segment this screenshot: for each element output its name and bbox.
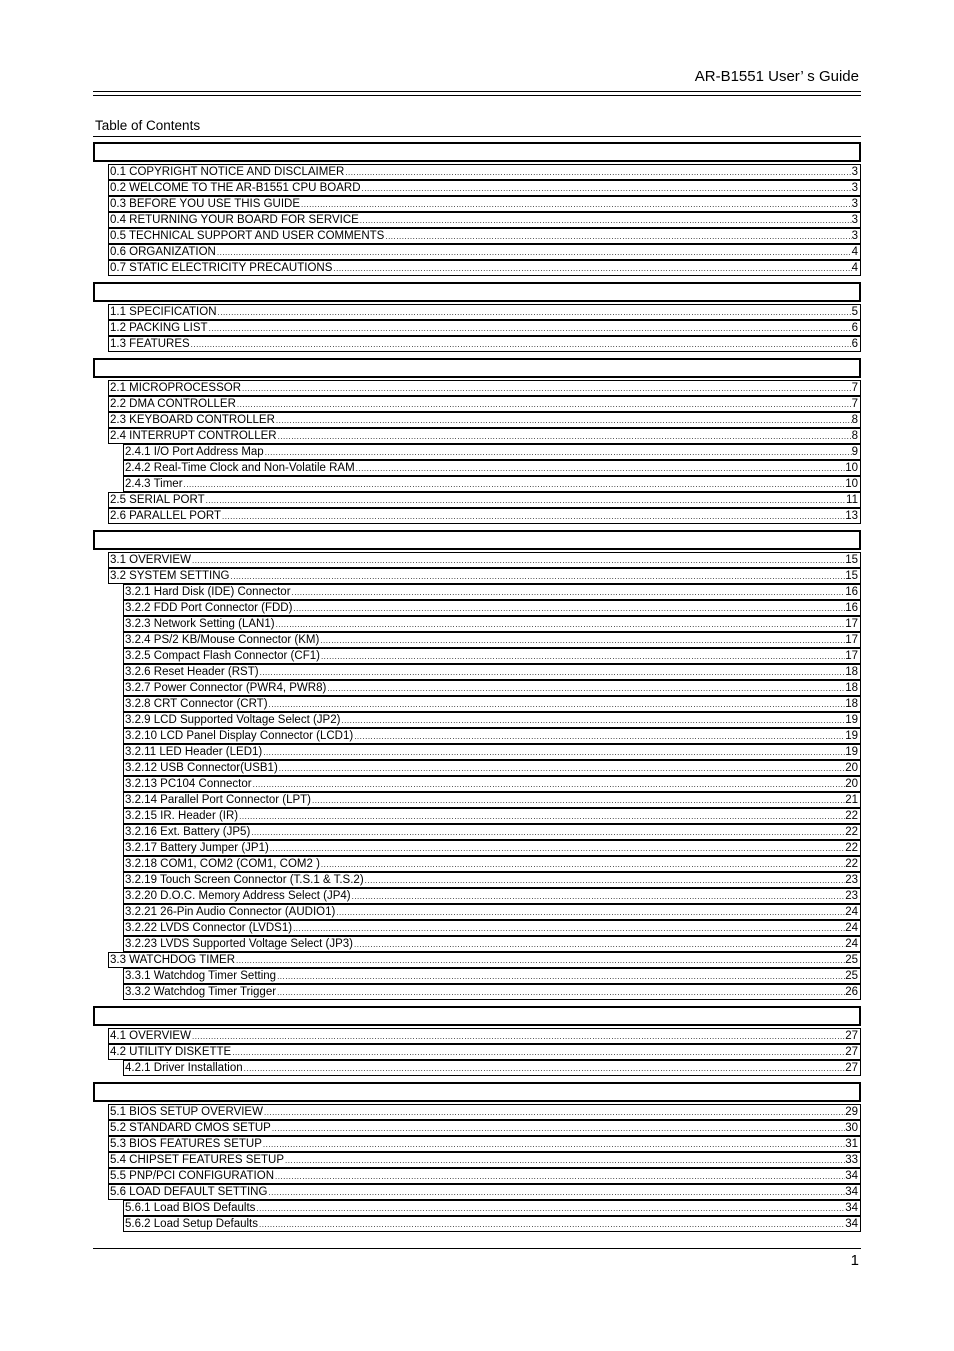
toc-entry-page: 18 [845,682,858,694]
toc-entry-title: 3.2.14 Parallel Port Connector (LPT) [125,794,312,806]
toc-entry-title: 3.2.21 26-Pin Audio Connector (AUDIO1) [125,906,336,918]
toc-entry-page: 15 [845,570,858,582]
toc-entry-page: 26 [845,986,858,998]
toc-entry-page: 17 [845,634,858,646]
toc-entry-title: 3.2.18 COM1, COM2 (COM1, COM2 ) [125,858,320,870]
toc-dot-leader [384,231,851,243]
toc-entry-title: 1.2 PACKING LIST [110,322,208,334]
toc-entry-page: 20 [845,762,858,774]
toc-entry-page: 5 [851,306,858,318]
toc-entry-page: 9 [851,446,858,458]
toc-dot-leader [231,1047,845,1059]
toc-entry-title: 5.1 BIOS SETUP OVERVIEW [110,1106,263,1118]
toc-entry-page: 25 [845,954,858,966]
toc-entry[interactable] [123,664,861,680]
chapter-heading-bar [93,282,861,302]
toc-dot-leader [275,619,846,631]
toc-entry-page: 4 [851,246,858,258]
toc-entry-page: 16 [845,586,858,598]
toc-entry-page: 22 [845,858,858,870]
toc-heading-rule [93,136,861,137]
toc-entry-title: 5.3 BIOS FEATURES SETUP [110,1138,262,1150]
toc-dot-leader [351,891,846,903]
toc-entry-title: 3.1 OVERVIEW [110,554,191,566]
toc-entry[interactable] [123,632,861,648]
toc-entry-page: 3 [851,230,858,242]
toc-entry-title: 3.2.8 CRT Connector (CRT) [125,698,268,710]
toc-entry-title: 3.2.15 IR. Header (IR) [125,810,239,822]
toc-entry-title: 3.2.16 Ext. Battery (JP5) [125,826,251,838]
toc-dot-leader [268,699,846,711]
toc-entry[interactable] [108,1168,861,1184]
toc-entry[interactable] [123,808,861,824]
toc-entry-title: 0.6 ORGANIZATION [110,246,216,258]
toc-entry-page: 10 [845,478,858,490]
toc-entry-title: 4.2.1 Driver Installation [125,1062,243,1074]
toc-entry[interactable] [123,728,861,744]
toc-dot-leader [205,495,846,507]
toc-entry[interactable] [123,444,861,460]
toc-dot-leader [258,1219,845,1231]
toc-entry-page: 20 [845,778,858,790]
toc-entry-page: 11 [846,494,858,506]
toc-entry-page: 34 [845,1186,858,1198]
toc-dot-leader [332,263,851,275]
toc-entry[interactable] [123,840,861,856]
toc-entry[interactable] [123,600,861,616]
chapter-entries [93,550,861,1000]
toc-dot-leader [259,667,846,679]
toc-entry-title: 2.4 INTERRUPT CONTROLLER [110,430,277,442]
toc-entry-page: 6 [851,322,858,334]
toc-entry[interactable] [108,228,861,244]
chapter-heading-bar [93,530,861,550]
toc-dot-leader [320,651,845,663]
toc-entry-title: 4.1 OVERVIEW [110,1030,191,1042]
toc-entry[interactable] [108,180,861,196]
toc-dot-leader [275,415,852,427]
toc-entry-page: 7 [851,382,858,394]
toc-dot-leader [263,1107,845,1119]
toc-entry-title: 5.5 PNP/PCI CONFIGURATION [110,1170,275,1182]
toc-dot-leader [276,971,845,983]
toc-entry[interactable] [108,196,861,212]
toc-entry-title: 3.2.9 LCD Supported Voltage Select (JP2) [125,714,341,726]
toc-entry-page: 21 [845,794,858,806]
toc-entry[interactable] [123,1216,861,1232]
toc-dot-leader [319,635,845,647]
toc-entry-page: 22 [845,842,858,854]
toc-entry[interactable] [108,1152,861,1168]
toc-entry-page: 34 [845,1202,858,1214]
toc-entry-title: 3.2.4 PS/2 KB/Mouse Connector (KM) [125,634,320,646]
toc-entry[interactable] [108,1136,861,1152]
toc-entry[interactable] [123,984,861,1000]
toc-entry-title: 5.6 LOAD DEFAULT SETTING [110,1186,268,1198]
toc-entry-title: 1.3 FEATURES [110,338,190,350]
toc-entry-page: 10 [845,462,858,474]
toc-entry-title: 3.2.23 LVDS Supported Voltage Select (JP3) [125,938,354,950]
toc-entry-page: 31 [845,1138,858,1150]
toc-dot-leader [262,747,845,759]
toc-entry[interactable] [123,1060,861,1076]
toc-entry-title: 3.2.22 LVDS Connector (LVDS1) [125,922,293,934]
toc-entry-title: 3.3.2 Watchdog Timer Trigger [125,986,277,998]
toc-dot-leader [344,167,851,179]
toc-entry-page: 7 [851,398,858,410]
page-number: 1 [850,1252,859,1269]
toc-entry-page: 15 [845,554,858,566]
toc-entry-title: 2.5 SERIAL PORT [110,494,205,506]
toc-dot-leader [267,1187,845,1199]
toc-entry-page: 18 [845,698,858,710]
toc-entry-title: 2.1 MICROPROCESSOR [110,382,241,394]
document-header-title: AR-B1551 User’ s Guide [694,68,859,85]
toc-entry[interactable] [108,380,861,396]
toc-dot-leader [217,307,852,319]
toc-entry[interactable] [123,792,861,808]
toc-entry-title: 2.4.2 Real-Time Clock and Non-Volatile RAM [125,462,355,474]
toc-dot-leader [276,987,845,999]
toc-entry-page: 13 [845,510,858,522]
toc-entry-page: 34 [845,1170,858,1182]
toc-entry[interactable] [123,744,861,760]
chapter-entries [93,1026,861,1076]
chapter-heading-bar [93,1006,861,1026]
toc-dot-leader [183,479,846,491]
toc-entry[interactable] [108,1120,861,1136]
toc-entry-page: 23 [845,890,858,902]
toc-dot-leader [291,587,846,599]
toc-entry[interactable] [123,904,861,920]
toc-entry[interactable] [108,1028,861,1044]
toc-entry[interactable] [123,712,861,728]
toc-entry-page: 29 [845,1106,858,1118]
toc-entry[interactable] [108,552,861,568]
toc-entry-title: 3.2.6 Reset Header (RST) [125,666,259,678]
toc-entry-title: 3.2.11 LED Header (LED1) [125,746,263,758]
toc-dot-leader [241,383,852,395]
toc-entry[interactable] [108,568,861,584]
toc-entry-title: 3.2 SYSTEM SETTING [110,570,230,582]
toc-entry-page: 8 [851,430,858,442]
toc-dot-leader [335,907,845,919]
toc-entry-page: 24 [845,922,858,934]
toc-entry-title: 3.2.13 PC104 Connector [125,778,252,790]
toc-entry[interactable] [123,824,861,840]
toc-entry-title: 2.6 PARALLEL PORT [110,510,222,522]
toc-entry[interactable] [108,304,861,320]
toc-entry-title: 5.6.2 Load Setup Defaults [125,1218,258,1230]
toc-dot-leader [235,955,845,967]
toc-entry-page: 3 [851,214,858,226]
toc-entry-page: 25 [845,970,858,982]
toc-entry-title: 0.2 WELCOME TO THE AR-B1551 CPU BOARD [110,182,361,194]
toc-dot-leader [292,603,845,615]
toc-entry[interactable] [108,260,861,276]
toc-dot-leader [284,1155,845,1167]
toc-entry-title: 2.3 KEYBOARD CONTROLLER [110,414,275,426]
toc-entry-page: 27 [845,1046,858,1058]
toc-entry-title: 0.3 BEFORE YOU USE THIS GUIDE [110,198,301,210]
toc-entry-page: 24 [845,906,858,918]
toc-entry-title: 3.2.3 Network Setting (LAN1) [125,618,275,630]
toc-entry-page: 33 [845,1154,858,1166]
toc-entry[interactable] [123,920,861,936]
chapter-entries [93,1102,861,1232]
toc-entry[interactable] [123,936,861,952]
toc-dot-leader [208,323,852,335]
toc-entry[interactable] [123,968,861,984]
toc-entry-page: 19 [845,746,858,758]
toc-entry-page: 30 [845,1122,858,1134]
toc-entry-title: 3.2.5 Compact Flash Connector (CF1) [125,650,320,662]
toc-entry-page: 19 [845,730,858,742]
toc-entry-title: 5.2 STANDARD CMOS SETUP [110,1122,271,1134]
toc-dot-leader [271,1123,845,1135]
toc-entry-page: 27 [845,1062,858,1074]
toc-entry-page: 8 [851,414,858,426]
toc-dot-leader [311,795,845,807]
toc-entry-title: 0.7 STATIC ELECTRICITY PRECAUTIONS [110,262,333,274]
toc-dot-leader [353,731,845,743]
toc-dot-leader [216,247,852,259]
toc-entry[interactable] [108,336,861,352]
toc-dot-leader [340,715,845,727]
toc-entry-page: 3 [851,182,858,194]
toc-dot-leader [300,199,852,211]
toc-entry-page: 16 [845,602,858,614]
toc-entry-title: 5.6.1 Load BIOS Defaults [125,1202,256,1214]
toc-dot-leader [255,1203,845,1215]
toc-entry-title: 0.5 TECHNICAL SUPPORT AND USER COMMENTS [110,230,385,242]
toc-dot-leader [243,1063,846,1075]
toc-entry-title: 0.1 COPYRIGHT NOTICE AND DISCLAIMER [110,166,345,178]
toc-entry-title: 3.2.2 FDD Port Connector (FDD) [125,602,293,614]
toc-dot-leader [277,431,852,443]
toc-entry-title: 2.4.3 Timer [125,478,183,490]
toc-entry[interactable] [123,460,861,476]
toc-entry-page: 6 [851,338,858,350]
toc-entry-title: 3.2.7 Power Connector (PWR4, PWR8) [125,682,327,694]
toc-entry[interactable] [108,244,861,260]
toc-dot-leader [269,843,845,855]
toc-entry-page: 22 [845,810,858,822]
toc-entry-title: 3.2.12 USB Connector(USB1) [125,762,278,774]
toc-entry-title: 2.2 DMA CONTROLLER [110,398,236,410]
toc-entry[interactable] [123,872,861,888]
toc-entry[interactable] [123,696,861,712]
toc-entry-title: 4.2 UTILITY DISKETTE [110,1046,232,1058]
chapter-entries [93,378,861,524]
toc-entry-title: 5.4 CHIPSET FEATURES SETUP [110,1154,285,1166]
toc-entry[interactable] [108,1184,861,1200]
toc-entry[interactable] [123,856,861,872]
toc-dot-leader [274,1171,845,1183]
toc-entry-page: 4 [851,262,858,274]
toc-dot-leader [292,923,845,935]
toc-entry-page: 19 [845,714,858,726]
toc-dot-leader [191,555,845,567]
toc-entry[interactable] [108,212,861,228]
toc-dot-leader [278,763,845,775]
toc-dot-leader [221,511,845,523]
toc-entry-page: 17 [845,618,858,630]
chapter-entries [93,162,861,276]
toc-entry-page: 3 [851,166,858,178]
toc-entry-page: 34 [845,1218,858,1230]
table-of-contents [93,142,861,1238]
toc-entry[interactable] [123,760,861,776]
toc-dot-leader [320,859,845,871]
toc-dot-leader [361,183,852,195]
toc-entry-title: 0.4 RETURNING YOUR BOARD FOR SERVICE [110,214,359,226]
toc-dot-leader [364,875,846,887]
toc-dot-leader [264,447,852,459]
toc-entry-page: 3 [851,198,858,210]
toc-dot-leader [190,339,852,351]
toc-dot-leader [250,827,845,839]
footer-rule [93,1248,861,1249]
toc-dot-leader [191,1031,845,1043]
toc-entry[interactable] [108,508,861,524]
chapter-heading-bar [93,142,861,162]
toc-entry[interactable] [108,320,861,336]
toc-entry-title: 3.2.17 Battery Jumper (JP1) [125,842,269,854]
toc-entry-page: 24 [845,938,858,950]
toc-entry[interactable] [123,1200,861,1216]
toc-entry-page: 17 [845,650,858,662]
toc-dot-leader [230,571,846,583]
chapter-entries [93,302,861,352]
header-double-rule [93,91,861,96]
toc-entry[interactable] [123,616,861,632]
toc-dot-leader [236,399,852,411]
toc-entry[interactable] [123,648,861,664]
toc-entry[interactable] [108,952,861,968]
toc-entry-title: 3.2.20 D.O.C. Memory Address Select (JP4) [125,890,351,902]
toc-dot-leader [355,463,846,475]
toc-entry-page: 18 [845,666,858,678]
toc-entry[interactable] [123,680,861,696]
toc-entry[interactable] [123,584,861,600]
toc-dot-leader [353,939,845,951]
toc-entry-title: 2.4.1 I/O Port Address Map [125,446,264,458]
chapter-heading-bar [93,358,861,378]
toc-entry[interactable] [108,492,861,508]
toc-entry-title: 3.2.1 Hard Disk (IDE) Connector [125,586,291,598]
toc-dot-leader [238,811,845,823]
toc-entry[interactable] [108,412,861,428]
toc-dot-leader [326,683,845,695]
toc-entry-page: 23 [845,874,858,886]
toc-dot-leader [359,215,852,227]
toc-entry[interactable] [108,1104,861,1120]
toc-heading: Table of Contents [95,118,201,133]
toc-entry[interactable] [108,164,861,180]
toc-entry[interactable] [108,396,861,412]
toc-entry[interactable] [123,776,861,792]
toc-entry-title: 3.3.1 Watchdog Timer Setting [125,970,277,982]
toc-entry[interactable] [123,888,861,904]
toc-dot-leader [262,1139,845,1151]
toc-entry-title: 1.1 SPECIFICATION [110,306,217,318]
toc-entry[interactable] [108,428,861,444]
toc-dot-leader [252,779,846,791]
toc-entry[interactable] [123,476,861,492]
toc-entry[interactable] [108,1044,861,1060]
toc-entry-page: 27 [845,1030,858,1042]
toc-entry-title: 3.2.19 Touch Screen Connector (T.S.1 & T.S.2) [125,874,364,886]
toc-entry-title: 3.2.10 LCD Panel Display Connector (LCD1) [125,730,354,742]
chapter-heading-bar [93,1082,861,1102]
toc-entry-page: 22 [845,826,858,838]
toc-entry-title: 3.3 WATCHDOG TIMER [110,954,236,966]
